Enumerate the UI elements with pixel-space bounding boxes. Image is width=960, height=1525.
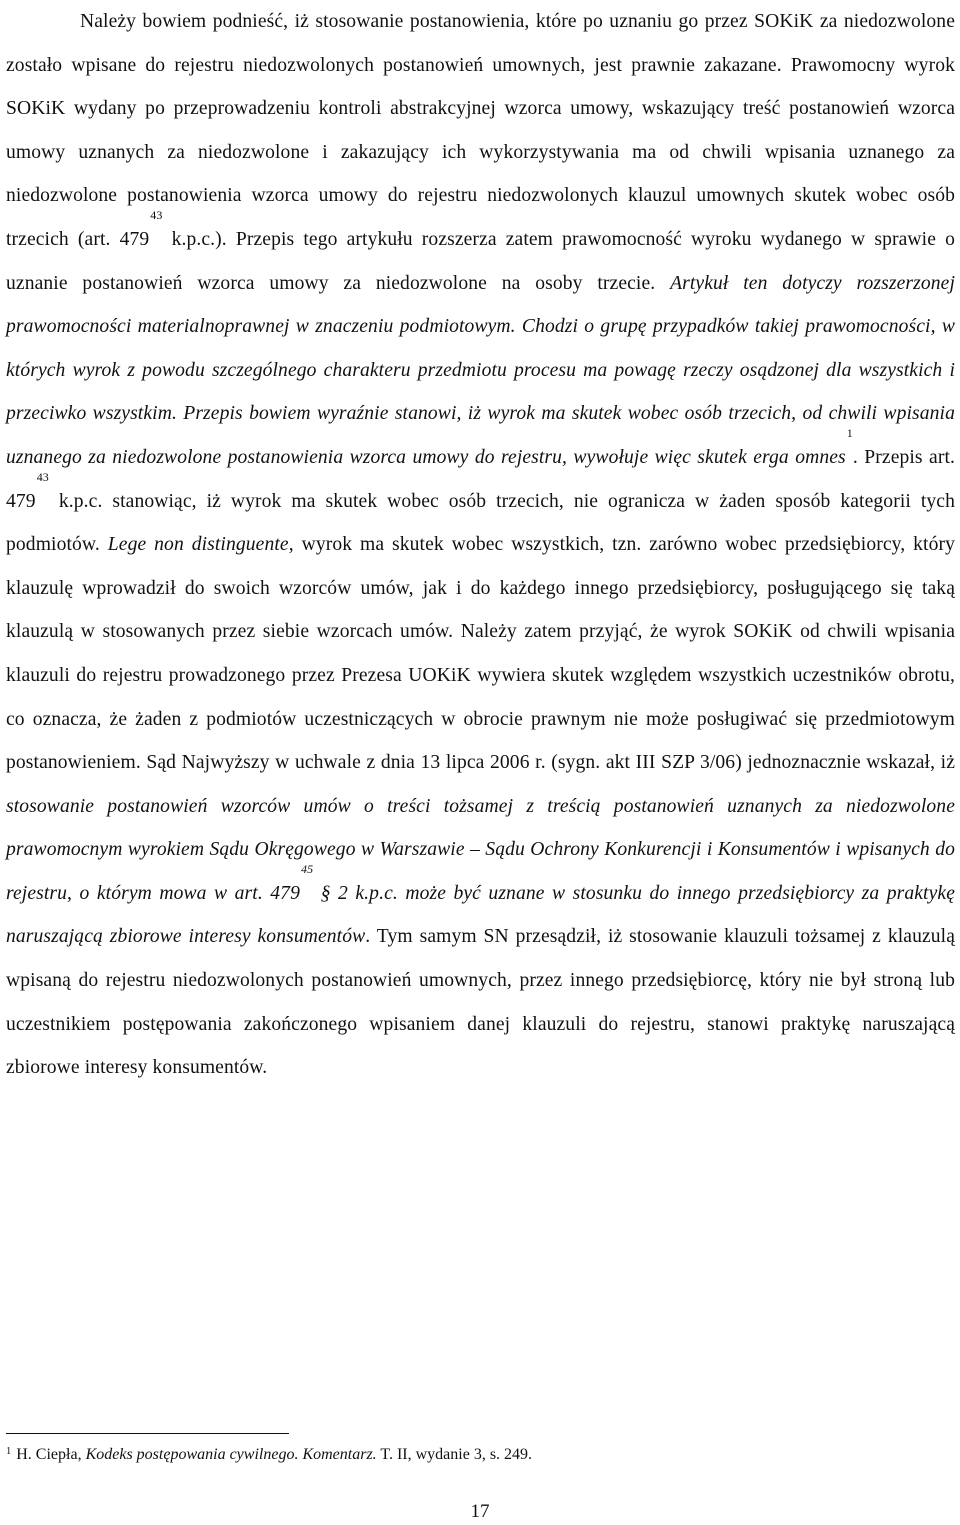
paragraph-italic-latin: Lege non distinguente	[107, 534, 289, 556]
paragraph-italic-quote-1: stosowanie postanowień wzorców umów o treści tożsamej z treścią postanowień uznanych za niedozwolone prawomocnym wyrokiem Sądu Okręgowego w Warszawie – Sądu Ochrony Konkurencji i Konsumentów i wpisanych do rejestru, o którym mowa w art. 479	[6, 795, 955, 904]
paragraph-text-1: Należy bowiem podnieść, iż stosowanie postanowienia, które po uznaniu go przez SOKiK za niedozwolone zostało wpisane do rejestru niedozwolonych postanowień umownych, jest prawnie zakazane. Prawomocny wyrok SOKiK wydany po przeprowadzeniu kontroli abstrakcyjnej wzorca umowy, wskazujący treść postanowień wzorca umowy uznanych za niedozwolone i zakazujący ich wykorzystywania ma od chwili wpisania uznanego za niedozwolone postanowienia wzorca umowy do rejestru niedozwolonych klauzul umownych skutek wobec osób trzecich (art. 479	[6, 11, 955, 250]
paragraph-italic-quote-2: § 2 k.p.c. może być uznane w stosunku do innego przedsiębiorcy za praktykę naruszającą zbiorowe interesy konsumentów	[6, 882, 955, 948]
footnote-author: H. Ciepła,	[16, 1446, 86, 1463]
superscript-43-second: 43	[36, 469, 49, 484]
paragraph-text-5: , wyrok ma skutek wobec wszystkich, tzn. zarówno wobec przedsiębiorcy, który klauzulę wprowadził do swoich wzorców umów, jak i do każdego innego przedsiębiorcy, posługującego się taką klauzulą w stosowanych przez siebie wzorcach umów. Należy zatem przyjąć, że wyrok SOKiK od chwili wpisania klauzuli do rejestru prowadzonego przez Prezesa UOKiK wywiera skutek względem wszystkich uczestników obrotu, co oznacza, że żaden z podmiotów uczestniczących w obrocie prawnym nie może posługiwać się przedmiotowym postanowieniem. Sąd Najwyższy w uchwale z dnia 13 lipca 2006 r. (sygn. akt III SZP 3/06) jednoznacznie wskazał, iż	[6, 534, 956, 774]
paragraph-text-6: . Tym samym SN przesądził, iż stosowanie klauzuli tożsamej z klauzulą wpisaną do rejestru niedozwolonych postanowień umownych, przez innego przedsiębiorcę, który nie był stroną lub uczestnikiem postępowania zakończonego wpisaniem danej klauzuli do rejestru, stanowi praktykę naruszającą zbiorowe interesy konsumentów.	[6, 926, 955, 1079]
footnote	[6, 1444, 946, 1466]
paragraph-text-4: k.p.c. stanowiąc, iż wyrok ma skutek wobec osób trzecich, nie ogranicza w żaden sposób kategorii tych podmiotów.	[6, 490, 955, 556]
footnote-separator	[6, 1433, 289, 1434]
footnote-mark: 1	[6, 1446, 12, 1457]
main-paragraph	[6, 0, 955, 1090]
footnote-title: Kodeks postępowania cywilnego. Komentarz.	[85, 1446, 377, 1463]
footnote-details: T. II, wydanie 3, s. 249.	[376, 1446, 533, 1463]
paragraph-italic-1: Artykuł ten dotyczy rozszerzonej prawomocności materialnoprawnej w znaczeniu podmiotowym. Chodzi o grupę przypadków takiej prawomocności, w których wyrok z powodu szczególnego charakteru przedmiotu procesu ma powagę rzeczy osądzonej dla wszystkich i przeciwko wszystkim. Przepis bowiem wyraźnie stanowi, iż wyrok ma skutek wobec osób trzecich, od chwili wpisania uznanego za niedozwolone postanowienia wzorca umowy do rejestru, wywołuje więc skutek erga omnes	[6, 272, 955, 468]
paragraph-text-3: . Przepis art. 479	[6, 446, 955, 512]
paragraph-text-2: k.p.c.). Przepis tego artykułu rozszerza zatem prawomocność wyroku wydanego w sprawie o uznanie postanowień wzorca umowy za niedozwolone na osoby trzecie.	[6, 228, 955, 294]
superscript-43: 43	[150, 207, 163, 222]
page-number: 17	[470, 1501, 490, 1522]
footnote-reference[interactable]: 1	[846, 425, 853, 440]
document-page	[6, 0, 955, 1090]
superscript-45: 45	[300, 861, 314, 876]
